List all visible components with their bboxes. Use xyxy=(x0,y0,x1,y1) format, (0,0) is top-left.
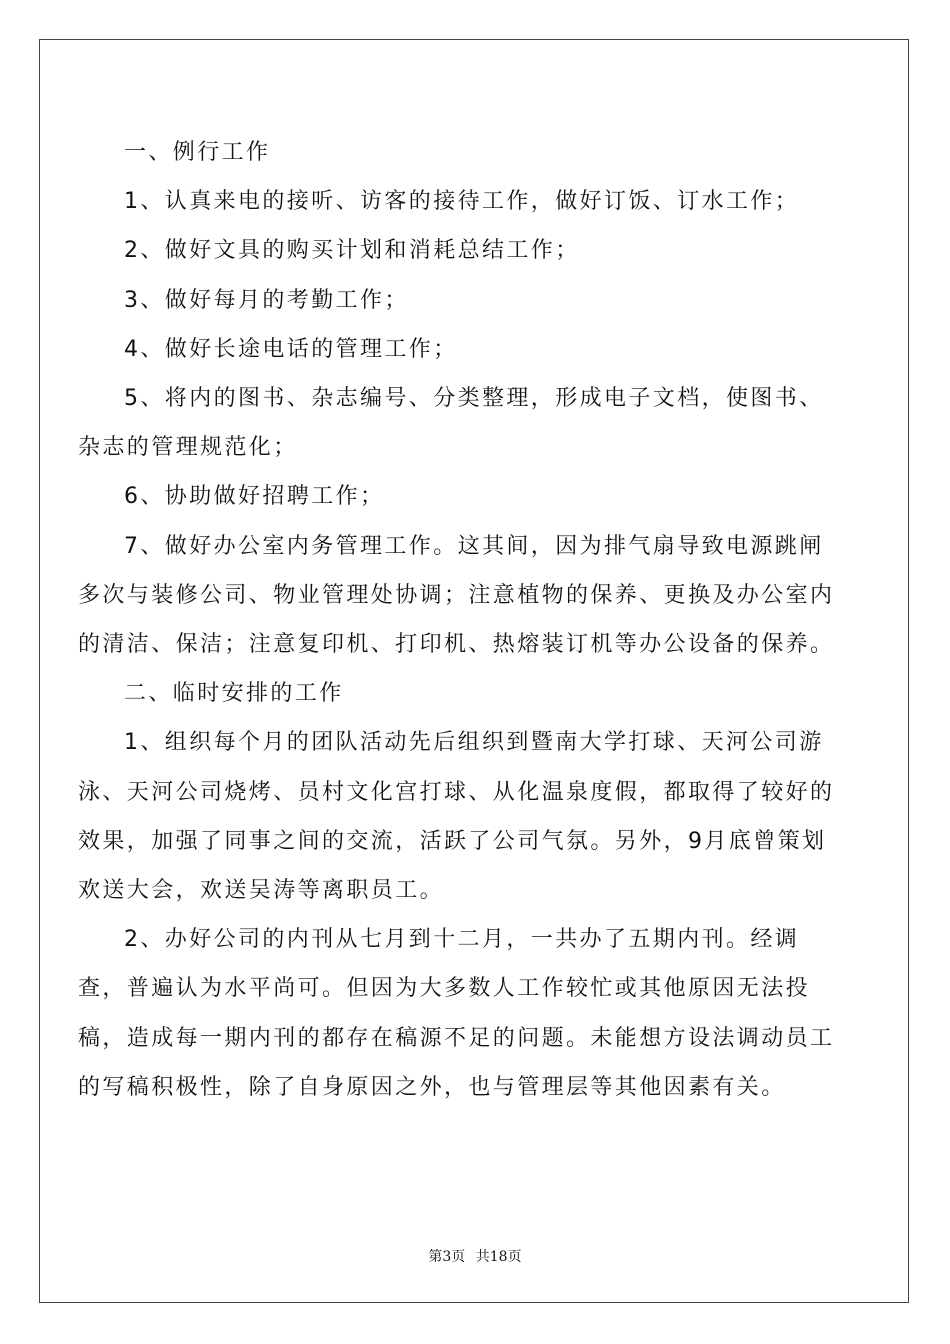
paragraph-item-7: 7、做好办公室内务管理工作。这其间，因为排气扇导致电源跳闸多次与装修公司、物业管理处协调；注意植物的保养、更换及办公室内的清洁、保洁；注意复印机、打印机、热熔装订机等办公设备的保养。 xyxy=(78,533,835,658)
section-heading-temporary: 二、临时安排的工作 xyxy=(124,681,344,707)
paragraph-temp-2: 2、办好公司的内刊从七月到十二月，一共办了五期内刊。经调查，普遍认为水平尚可。但因为大多数人工作较忙或其他原因无法投稿，造成每一期内刊的都存在稿源不足的问题。未能想方设法调动员工的写稿积极性，除了自身原因之外，也与管理层等其他因素有关。 xyxy=(78,927,835,1100)
section-heading-routine: 一、例行工作 xyxy=(124,140,271,165)
page-number: 第3页 xyxy=(428,1249,466,1265)
paragraph-item-5: 5、将内的图书、杂志编号、分类整理，形成电子文档，使图书、杂志的管理规范化； xyxy=(78,386,824,461)
paragraph-item-3: 3、做好每月的考勤工作； xyxy=(124,287,409,313)
page-footer xyxy=(0,1246,950,1266)
paragraph-item-4: 4、做好长途电话的管理工作； xyxy=(124,336,458,362)
paragraph-item-1: 1、认真来电的接听、访客的接待工作，做好订饭、订水工作； xyxy=(124,189,800,215)
document-body xyxy=(78,128,838,1112)
paragraph-item-2: 2、做好文具的购买计划和消耗总结工作； xyxy=(124,238,580,264)
paragraph-item-6: 6、协助做好招聘工作； xyxy=(124,484,385,510)
paragraph-temp-1: 1、组织每个月的团队活动先后组织到暨南大学打球、天河公司游泳、天河公司烧烤、员村文化宫打球、从化温泉度假，都取得了较好的效果，加强了同事之间的交流，活跃了公司气氛。另外，9月底曾策划欢送大会，欢送吴涛等离职员工。 xyxy=(78,730,835,904)
page-total: 共18页 xyxy=(475,1249,522,1265)
